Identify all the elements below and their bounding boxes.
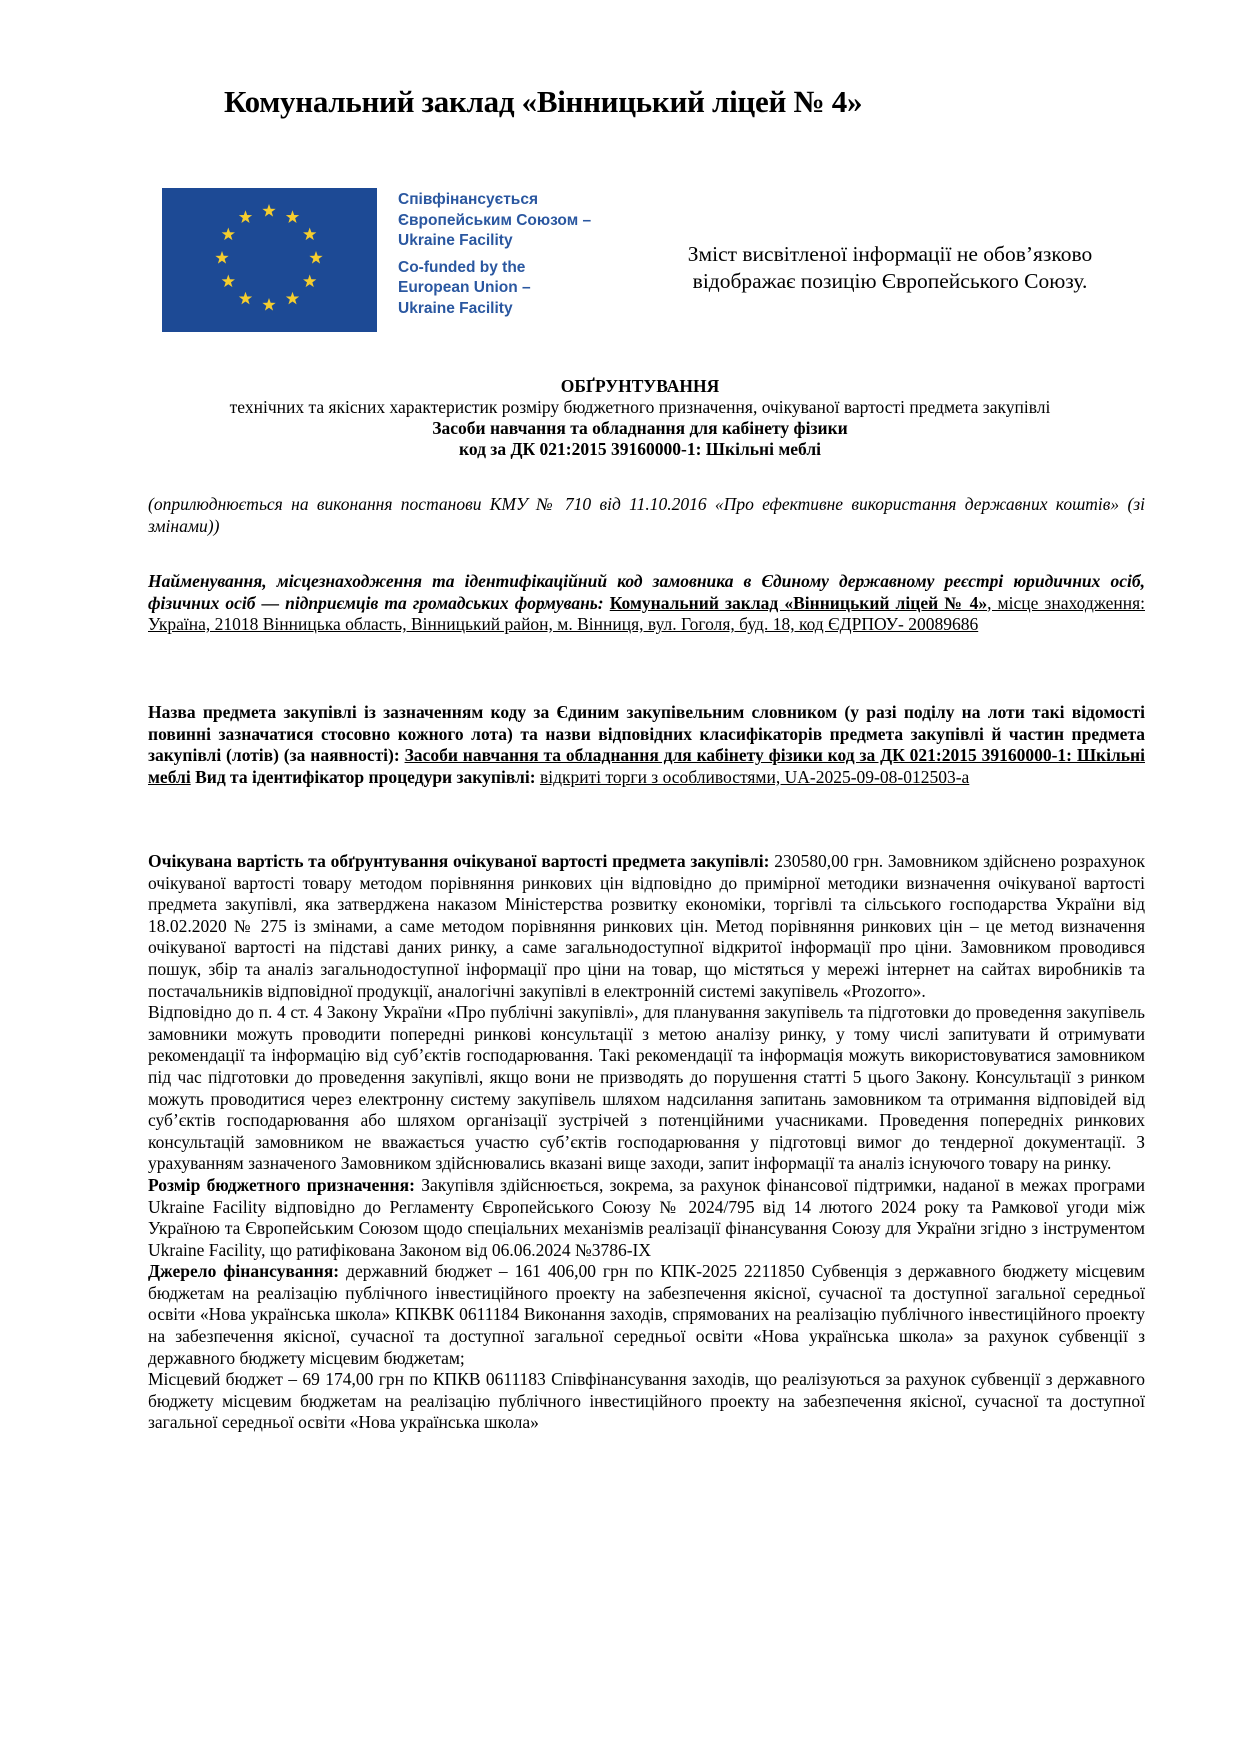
customer-name: Комунальний заклад «Вінницький ліцей № 4»: [609, 592, 988, 613]
consultation-paragraph: Відповідно до п. 4 ст. 4 Закону України «Про публічні закупівлі», для планування закупівель та підготовки до проведення закупівель замовники можуть проводити попередні ринкові консультації з метою аналізу ринку, у тому числі запитувати й отримувати рекомендації та інформацію від суб’єктів господарювання. Такі рекомендації та інформація можуть використовуватися замовником під час підготовки до проведення закупівлі, якщо вони не призводять до порушення статті 5 цього Закону. Консультації з ринком можуть проводитися через електронну систему закупівель шляхом надсилання запитань замовником та отримання відповідей від суб’єктів господарювання або шляхом організації зустрічей з потенційними учасниками. Проведення попередніх ринкових консультацій замовником не вважається участю суб’єктів господарювання у підготовці вимог до тендерної документації. З урахуванням зазначеного Замовником здійснювались вказані вище заходи, запит інформації та аналіз існуючого товару на ринку.: [148, 1002, 1145, 1174]
eu-text-line: Co-funded by the: [398, 258, 526, 276]
disclaimer-line: Зміст висвітленої інформації не обов’язково: [687, 242, 1093, 266]
heading-subtitle: технічних та якісних характеристик розміру бюджетного призначення, очікуваної вартості предмета закупівлі: [229, 397, 1051, 417]
funding-paragraph: [148, 1261, 1145, 1369]
eu-disclaimer: [640, 241, 1140, 295]
heading-item: Засоби навчання та обладнання для кабінету фізики: [432, 418, 848, 438]
budget-paragraph: [148, 1175, 1145, 1261]
customer-details: , місце знаходження: Україна, 21018 Вінницька область, Вінницький район, м. Вінниця, вул. Гоголя, буд. 18, код ЄДРПОУ- 20089686: [148, 592, 1145, 635]
cost-paragraph: [148, 851, 1145, 1002]
legal-note: [148, 494, 1145, 537]
customer-section: [148, 571, 1145, 636]
subject-value: Засоби навчання та обладнання для кабінету фізики код за ДК 021:2015 39160000-1: Шкільні меблі: [148, 745, 1145, 787]
funding-label: Джерело фінансування:: [148, 1261, 340, 1282]
budget-label: Розмір бюджетного призначення:: [148, 1174, 415, 1195]
eu-stars-icon: [162, 188, 377, 332]
budget-text: Закупівля здійснюється, зокрема, за рахунок фінансової підтримки, наданої в межах програми Ukraine Facility відповідно до Регламенту Європейського Союзу № 2024/795 від 14 лютого 2024 року та Рамкової угоди між Україною та Європейським Союзом щодо спеціальних механізмів реалізації фінансування Союзу для України згідно з інструментом Ukraine Facility, що ратифікована Законом від 06.06.2024 №3786-IX: [148, 1174, 1146, 1260]
disclaimer-line: відображає позицію Європейського Союзу.: [692, 269, 1088, 293]
legal-note-text: (оприлюднюється на виконання постанови КМУ № 710 від 11.10.2016 «Про ефективне використання державних коштів» (зі змінами)): [148, 494, 1145, 536]
eu-text-en: [398, 258, 591, 320]
eu-text-ua: [398, 190, 591, 252]
eu-text-line: Співфінансується: [398, 191, 538, 208]
eu-text-line: European Union –: [398, 279, 531, 296]
eu-cofunded-text: [398, 190, 591, 319]
cost-text: 230580,00 грн. Замовником здійснено розрахунок очікуваної вартості товару методом порівняння ринкових цін відповідно до примірної методики визначення очікуваної вартості предмета закупівлі, яка затверджена наказом Міністерства розвитку економіки, торгівлі та сільського господарства України від 18.02.2020 № 275 із змінами, а саме методом порівняння ринкових цін. Метод порівняння ринкових цін – це метод визначення очікуваної вартості на підставі даних ринку, а саме загальнодоступної відкритої інформації про ціни. Замовником проводився пошук, збір та аналіз загальнодоступної інформації про ціни на товар, що містяться у мережі інтернет на сайтах виробників та постачальників відповідної продукції, аналогічні закупівлі в електронній системі закупівель «Prozorro».: [148, 851, 1146, 1001]
heading-title: ОБҐРУНТУВАННЯ: [560, 376, 720, 396]
eu-flag-logo: [162, 188, 377, 332]
school-title: Комунальний заклад «Вінницький ліцей № 4»: [224, 84, 863, 119]
procedure-value: відкриті торги з особливостями, UA-2025-09-08-012503-a: [539, 766, 970, 787]
eu-text-line: Ukraine Facility: [398, 232, 513, 249]
cost-section: [148, 851, 1145, 1434]
customer-label: Найменування, місцезнаходження та ідентифікаційний код замовника в Єдиному державному реєстрі юридичних осіб, фізичних осіб — підприємців та громадських формувань:: [148, 571, 1145, 613]
funding-text: державний бюджет – 161 406,00 грн по КПК-2025 2211850 Субвенція з державного бюджету місцевим бюджетам на реалізацію публічного інвестиційного проекту на забезпечення якісної, сучасної та доступної загальної середньої освіти «Нова українська школа» КПКВК 0611184 Виконання заходів, спрямованих на реалізацію публічного інвестиційного проекту на забезпечення якісної, сучасної та доступної загальної середньої освіти «Нова українська школа» за рахунок субвенції з державного бюджету місцевим бюджетам;: [148, 1261, 1146, 1368]
document-heading: [140, 376, 1140, 460]
customer-paragraph: [148, 571, 1145, 636]
local-funding-paragraph: Місцевий бюджет – 69 174,00 грн по КПКВ 0611183 Співфінансування заходів, що реалізуються за рахунок субвенції з державного бюджету місцевим бюджетам на реалізацію публічного інвестиційного проекту на забезпечення якісної, сучасної та доступної загальної середньої освіти «Нова українська школа»: [148, 1369, 1145, 1433]
subject-label: Назва предмета закупівлі із зазначенням коду за Єдиним закупівельним словником (у разі поділу на лоти такі відомості повинні зазначатися стосовно кожного лота) та назви відповідних класифікаторів предмета закупівлі й частин предмета закупівлі (лотів) (за наявності):: [148, 702, 1145, 766]
subject-paragraph: [148, 702, 1145, 788]
subject-section: [148, 702, 1145, 788]
cost-label: Очікувана вартість та обґрунтування очікуваної вартості предмета закупівлі:: [148, 851, 770, 871]
procedure-label: Вид та ідентифікатор процедури закупівлі:: [195, 766, 536, 787]
eu-text-line: Європейським Союзом –: [398, 211, 592, 229]
heading-code: код за ДК 021:2015 39160000-1: Шкільні меблі: [458, 439, 822, 459]
eu-text-line: Ukraine Facility: [398, 299, 513, 317]
